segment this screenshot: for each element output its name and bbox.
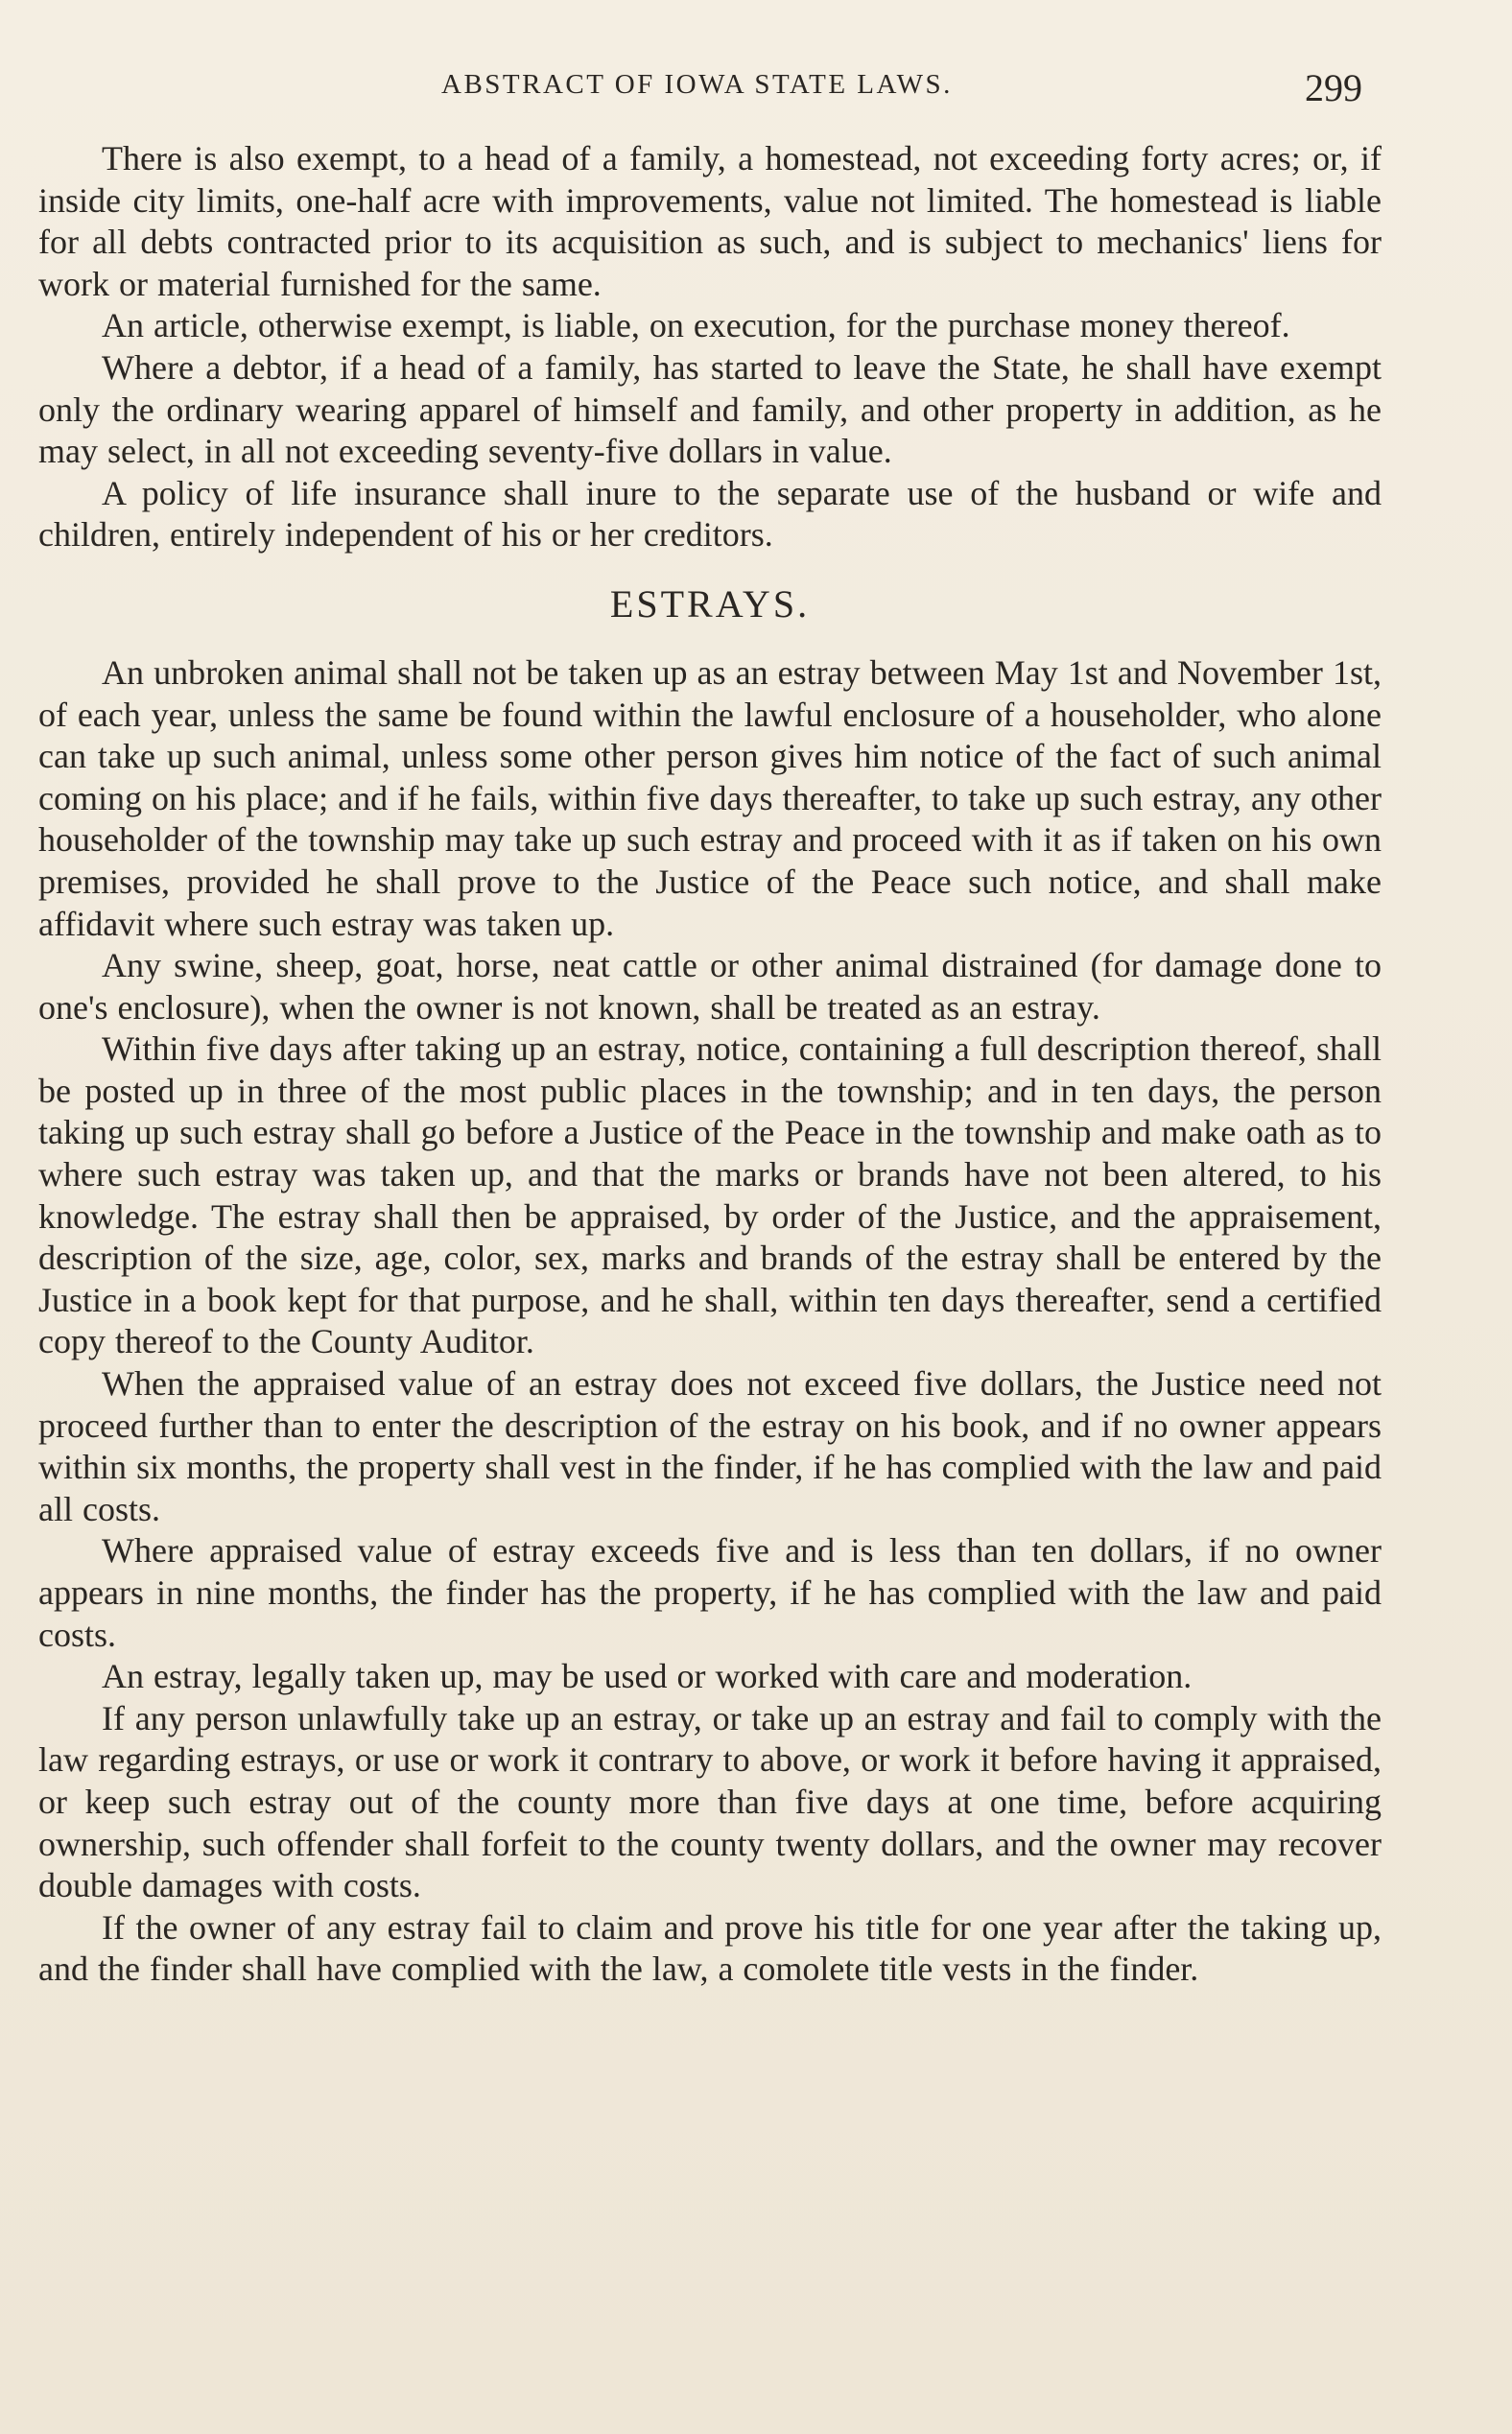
paragraph-five-to-ten-dollars: Where appraised value of estray exceeds five and is less than ten dollars, if no owner appears in nine months, the finder has the property, if he has complied with the law and paid costs. [38, 1531, 1382, 1654]
paragraph-life-insurance: A policy of life insurance shall inure to the separate use of the husband or wife and children, entirely independent of his or her creditors. [38, 473, 1382, 555]
paragraph-debtor-leaving-state: Where a debtor, if a head of a family, has started to leave the State, he shall have exempt only the ordinary wearing apparel of himself and family, and other property in addition, as he may select, in all not exceeding seventy-five dollars in value. [38, 347, 1382, 471]
paragraph-distrained-animal: Any swine, sheep, goat, horse, neat cattle or other animal distrained (for damage done to one's enclosure), when the owner is not known, shall be treated as an estray. [38, 946, 1382, 1027]
running-title: ABSTRACT OF IOWA STATE LAWS. [441, 69, 953, 100]
paragraph-homestead: There is also exempt, to a head of a family, a homestead, not exceeding forty acres; or, if inside city limits, one-half acre with improvements, value not limited. The homestead is liable for all debts contracted prior to its acquisition as such, and is subject to mechanics' liens for work or material furnished for the same. [38, 139, 1382, 303]
page-number: 299 [1305, 66, 1362, 109]
paragraph-under-five-dollars: When the appraised value of an estray does not exceed five dollars, the Justice need not proceed further than to enter the description of the estray on his book, and if no owner appears within six months, the property shall vest in the finder, if he has complied with the law and paid all costs. [38, 1364, 1382, 1528]
paragraph-use-with-care: An estray, legally taken up, may be used or worked with care and moderation. [102, 1657, 1193, 1696]
page-header [38, 65, 1382, 113]
paragraph-unlawful-taking: If any person unlawfully take up an estray, or take up an estray and fail to comply with the law regarding estrays, or use or work it contrary to above, or work it before having it appraised, or keep such estray out of the county more than five days at one time, before acquiring ownership, such offender shall forfeit to the county twenty dollars, and the owner may recover double damages with costs. [38, 1698, 1382, 1905]
paragraph-purchase-money: An article, otherwise exempt, is liable, on execution, for the purchase money thereof. [102, 306, 1290, 345]
section-heading-estrays: ESTRAYS. [609, 581, 811, 626]
paragraph-unbroken-animal: An unbroken animal shall not be taken up as an estray between May 1st and November 1st, of each year, unless the same be found within the lawful enclosure of a householder, who alone can take up such animal, unless some other person gives him notice of the fact of such animal coming on his place; and if he fails, within five days thereafter, to take up such estray, any other householder of the township may take up such estray and proceed with it as if taken on his own premises, provided he shall prove to the Justice of the Peace such notice, and shall make affidavit where such estray was taken up. [38, 652, 1382, 943]
paragraph-title-vests: If the owner of any estray fail to claim and prove his title for one year after the taking up, and the finder shall have complied with the law, a comolete title vests in the finder. [38, 1907, 1382, 1989]
page-body [38, 138, 1382, 1991]
paragraph-notice-and-appraisal: Within five days after taking up an estray, notice, containing a full description thereof, shall be posted up in three of the most public places in the township; and in ten days, the person taking up such estray shall go before a Justice of the Peace in the township and make oath as to where such estray was taken up, and that the marks or brands have not been altered, to his knowledge. The estray shall then be appraised, by order of the Justice, and the appraisement, description of the size, age, color, sex, marks and brands of the estray shall be entered by the Justice in a book kept for that purpose, and he shall, within ten days thereafter, send a certified copy thereof to the County Auditor. [38, 1029, 1382, 1361]
